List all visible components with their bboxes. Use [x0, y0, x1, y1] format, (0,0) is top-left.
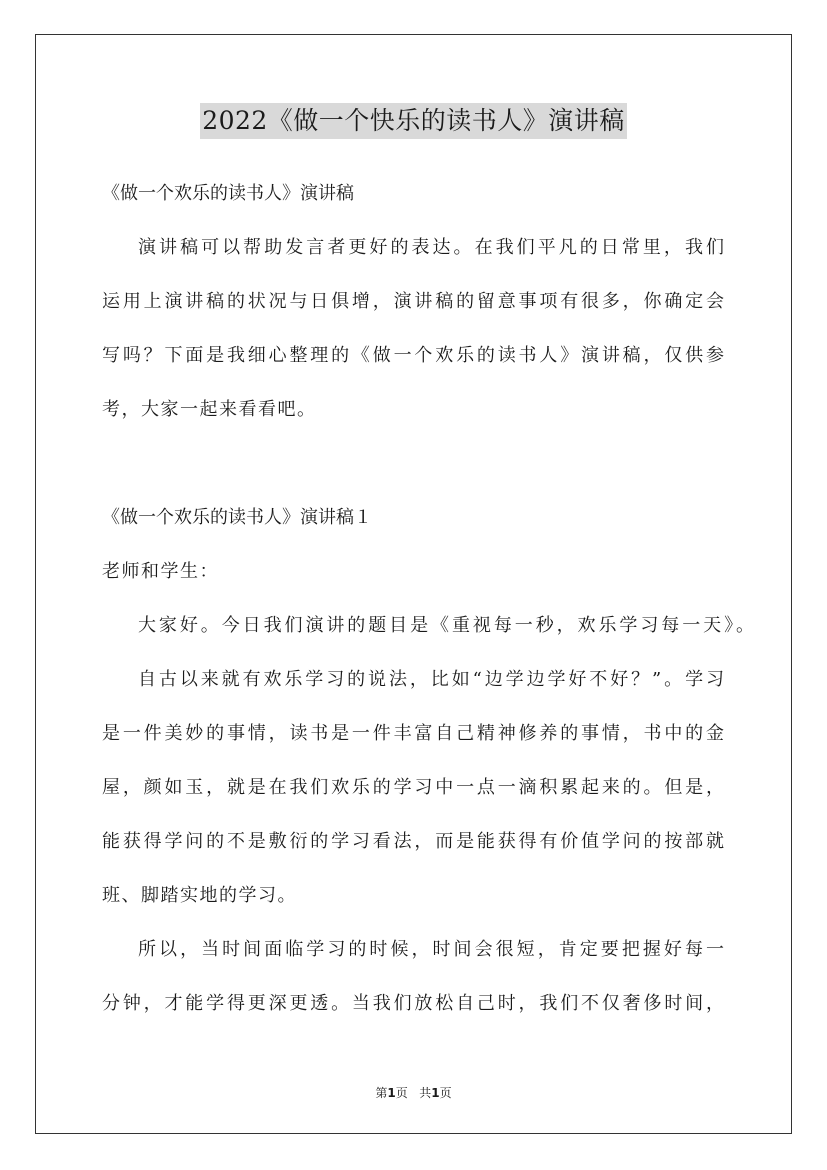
- footer-page-suffix: 页: [395, 1086, 408, 1100]
- body-line-5: 能获得学问的不是敷衍的学习看法，而是能获得有价值学问的按部就: [102, 831, 724, 852]
- page-footer: [0, 1085, 827, 1101]
- body-line-2: 自古以来就有欢乐学习的说法，比如“边学边学好不好？”。学习: [138, 669, 724, 690]
- body-line-4: 屋，颜如玉，就是在我们欢乐的学习中一点一滴积累起来的。但是，: [102, 777, 724, 798]
- body-line-6: 班、脚踏实地的学习。: [102, 885, 297, 906]
- document-title: 2022《做一个快乐的读书人》演讲稿: [200, 103, 627, 139]
- section-heading: 《做一个欢乐的读书人》演讲稿１: [102, 507, 372, 528]
- document-title-wrapper: [0, 103, 827, 142]
- intro-line-4: 考，大家一起来看看吧。: [102, 399, 317, 420]
- footer-total-pages: 1: [431, 1086, 440, 1100]
- body-line-1: 大家好。今日我们演讲的题目是《重视每一秒，欢乐学习每一天》。: [138, 615, 754, 636]
- footer-total-suffix: 页: [439, 1086, 452, 1100]
- footer-total-prefix: 共: [419, 1086, 432, 1100]
- body-line-3: 是一件美妙的事情，读书是一件丰富自己精神修养的事情，书中的金: [102, 723, 724, 744]
- footer-page-prefix: 第: [375, 1086, 388, 1100]
- footer-page-number: 1: [387, 1086, 396, 1100]
- intro-line-1: 演讲稿可以帮助发言者更好的表达。在我们平凡的日常里，我们: [138, 237, 724, 258]
- body-line-7: 所以，当时间面临学习的时候，时间会很短，肯定要把握好每一: [138, 939, 724, 960]
- intro-line-3: 写吗？下面是我细心整理的《做一个欢乐的读书人》演讲稿，仅供参: [102, 345, 724, 366]
- intro-line-2: 运用上演讲稿的状况与日俱增，演讲稿的留意事项有很多，你确定会: [102, 291, 724, 312]
- document-subtitle: 《做一个欢乐的读书人》演讲稿: [102, 183, 354, 204]
- body-line-8: 分钟，才能学得更深更透。当我们放松自己时，我们不仅奢侈时间，: [102, 993, 724, 1014]
- salutation: 老师和学生：: [102, 561, 219, 582]
